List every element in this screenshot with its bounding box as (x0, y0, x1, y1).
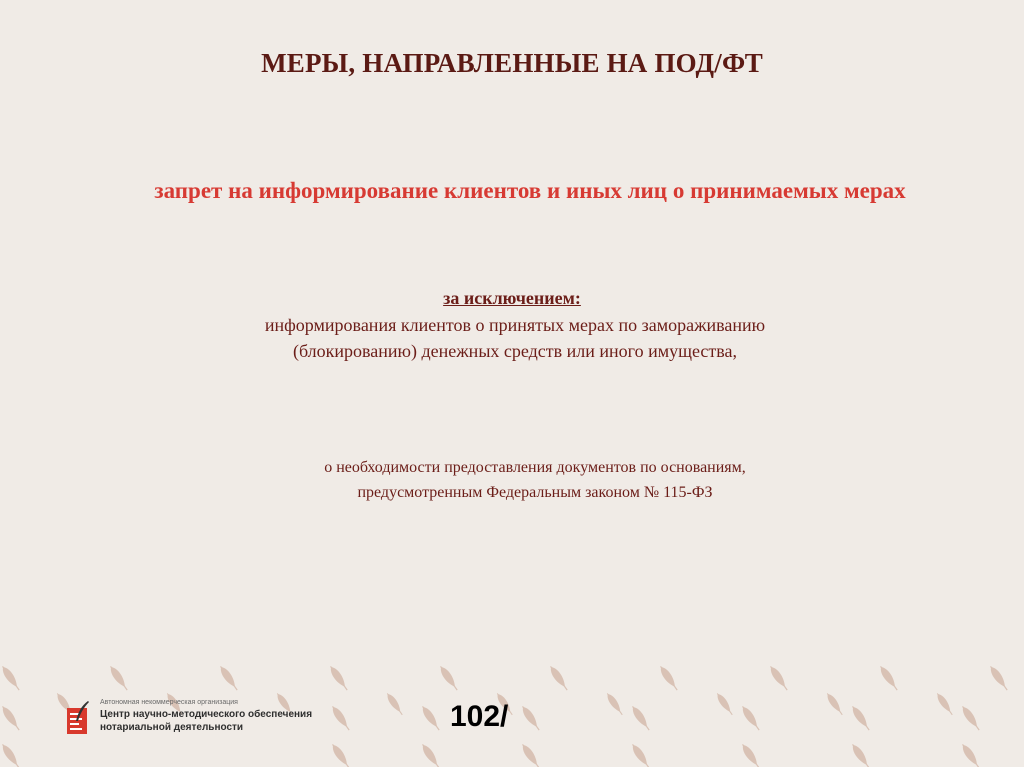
exception-text-line-1: информирования клиентов о принятых мерах по замораживанию (264, 315, 766, 335)
note-text-line-1: о необходимости предоставления документов по основаниям, (324, 459, 746, 476)
feather-quill-icon (107, 664, 130, 692)
page-number: 102/ (450, 700, 509, 733)
feather-quill-icon (0, 664, 22, 692)
feather-quill-icon (629, 704, 652, 732)
feather-quill-icon (849, 704, 872, 732)
feather-quill-icon (547, 664, 570, 692)
feather-quill-icon (739, 742, 762, 767)
organization-logo (66, 697, 336, 747)
feather-quill-icon (877, 664, 900, 692)
feather-quill-icon (849, 742, 872, 767)
feather-quill-icon (935, 691, 955, 716)
feather-quill-icon (715, 691, 735, 716)
feather-quill-icon (629, 742, 652, 767)
feather-quill-icon (519, 704, 542, 732)
feather-quill-icon (0, 704, 22, 732)
feather-quill-icon (385, 691, 405, 716)
feather-quill-icon (739, 704, 762, 732)
feather-quill-icon (519, 742, 542, 767)
feather-quill-icon (419, 742, 442, 767)
exception-text (190, 312, 840, 364)
feather-quill-icon (327, 664, 350, 692)
feather-quill-icon (0, 742, 22, 767)
feather-quill-icon (767, 664, 790, 692)
exception-label: за исключением: (443, 288, 581, 308)
feather-quill-icon (217, 664, 240, 692)
logo-text (100, 698, 312, 734)
feather-quill-icon (959, 704, 982, 732)
feather-quill-icon (419, 704, 442, 732)
feather-quill-icon (437, 664, 460, 692)
note-text-line-2: предусмотренным Федеральным законом № 115-ФЗ (357, 483, 713, 501)
feather-quill-icon (987, 664, 1010, 692)
logo-line-1: Автономная некоммерческая организация (100, 699, 238, 706)
logo-line-2: Центр научно-методического обеспечения (100, 709, 313, 720)
feather-quill-icon (657, 664, 680, 692)
exception-text-line-2: (блокированию) денежных средств или иного имущества, (292, 341, 738, 362)
feather-quill-icon (959, 742, 982, 767)
logo-document-quill-icon (66, 701, 90, 735)
logo-line-3: нотариальной деятельности (100, 722, 244, 733)
feather-quill-icon (825, 691, 845, 716)
slide-subtitle: запрет на информирование клиентов и иных лиц о принимаемых мерах (154, 178, 906, 203)
slide-title: МЕРЫ, НАПРАВЛЕННЫЕ НА ПОД/ФТ (261, 48, 763, 78)
feather-quill-icon (605, 691, 625, 716)
note-text (255, 456, 815, 506)
